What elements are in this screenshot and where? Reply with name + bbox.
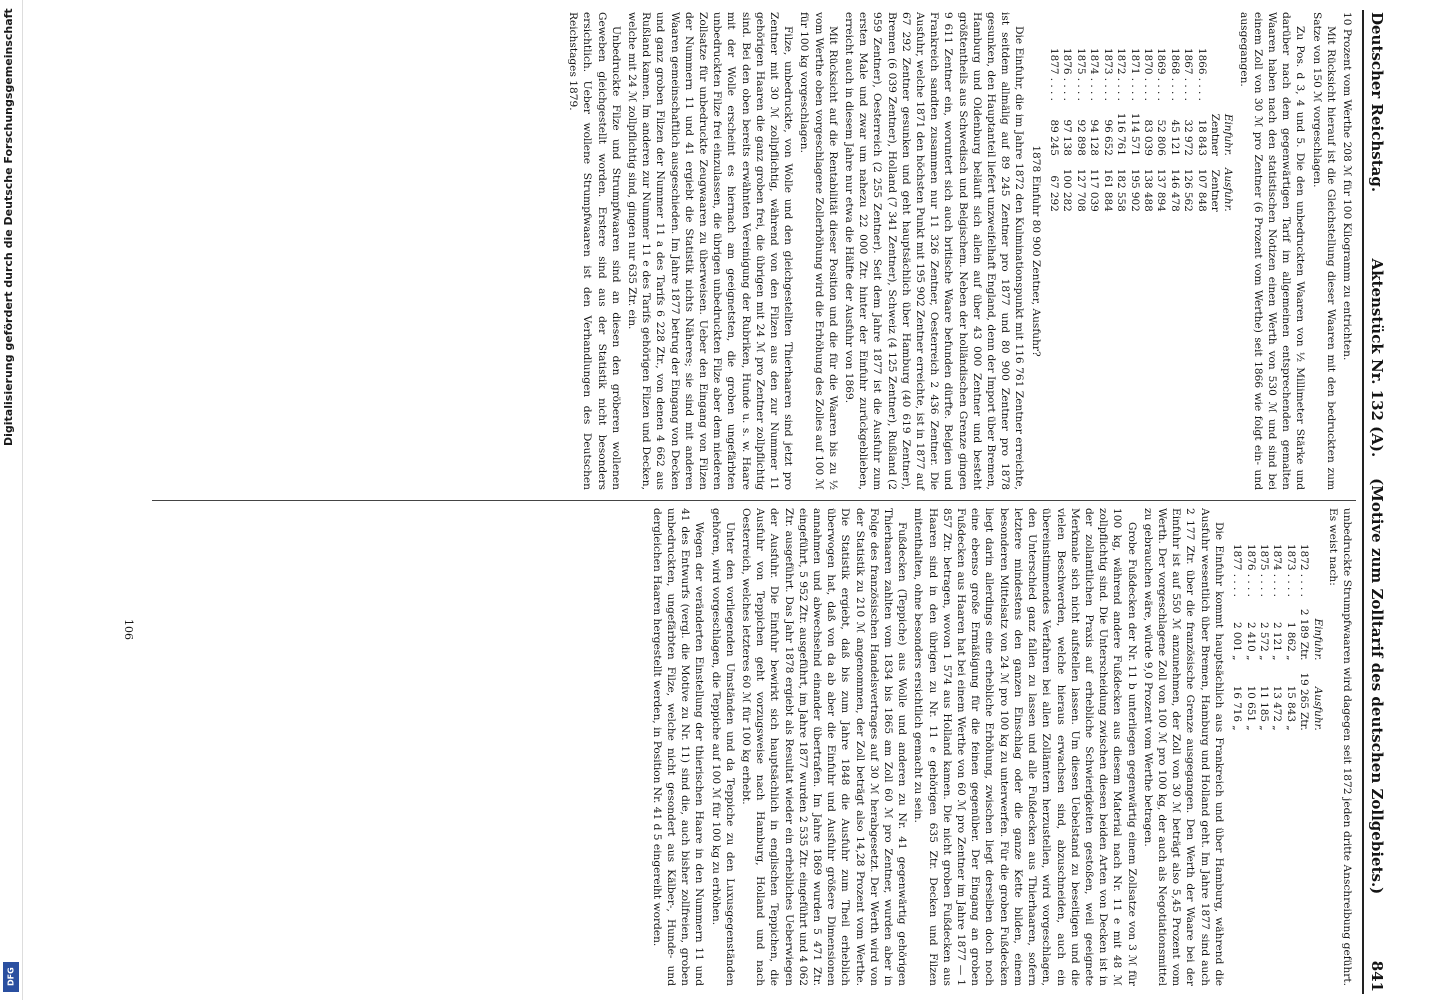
table-row <box>1154 42 1167 218</box>
year-cell: 1874 . . . . <box>1271 544 1284 597</box>
export-cell: 13 472 „ <box>1271 685 1284 731</box>
import-cell: 2 572 „ <box>1257 622 1270 661</box>
year-cell: 1877 . . . . <box>1048 48 1061 101</box>
table-row <box>1167 42 1180 218</box>
import-cell: 52 806 <box>1155 119 1168 156</box>
import-cell: 89 245 <box>1048 119 1061 156</box>
import-cell: 2 001 „ <box>1231 622 1244 661</box>
table-unit-row <box>1208 42 1221 218</box>
year-cell: 1867 . . . . <box>1182 48 1195 101</box>
dfg-logo: DFG <box>3 962 19 992</box>
table-row <box>1141 42 1154 218</box>
paragraph: Zu Pos. d 3, 4 und 5. Die den unbedruckten Waaren von ½ Millimeter Stärke und darüber nach dem gegenwärtigen Tarif im allgemeinen entsprechenden gemalten Waaren haben nach den statistischen Notizen einen Werth von 530 ℳ und sind bei einem Zoll von 30 ℳ pro Zentner (6 Prozent vom Werthe) seit 1866 wie folgt ein- und ausgegangen. <box>1237 12 1307 490</box>
year-cell: 1866 . . . . <box>1195 48 1208 101</box>
page-header <box>1368 12 1392 992</box>
year-cell: 1871 . . . . <box>1128 48 1141 101</box>
year-cell: 1868 . . . . <box>1168 48 1181 101</box>
import-cell: 94 128 <box>1088 119 1101 156</box>
column-separator <box>152 500 1356 501</box>
year-cell: 1875 . . . . <box>1074 48 1087 101</box>
year-cell: 1872 . . . . <box>1298 544 1311 597</box>
year-cell: 1874 . . . . <box>1088 48 1101 101</box>
import-cell: 83 039 <box>1141 119 1154 156</box>
paragraph: Unbedruckte Filze und Strumpfwaaren sind an diesen den gröberen wollenen Geweben gleichgestellt worden. Erstere sind aus der Statistik nicht besonders ersichtlich. Ueber wollene Strumpfwaaren ist den Verhandlungen des Deutschen Reichstages 1879. <box>567 12 622 490</box>
year-cell: 1876 . . . . <box>1061 48 1074 101</box>
column-header: Einfuhr. <box>1222 113 1235 156</box>
header-subject: (Motive zum Zolltarif des deutschen Zollgebiets.) <box>1368 478 1386 895</box>
year-cell: 1876 . . . . <box>1244 544 1257 597</box>
export-cell: 10 651 „ <box>1244 685 1257 731</box>
export-cell: 107 848 <box>1195 168 1208 212</box>
footer-page-mark: 106 <box>122 619 135 640</box>
header-rule <box>1362 10 1364 994</box>
paragraph: unbedruckte Strumpfwaaren wird dagegen seit 1872 jeden dritte Anschreibung geführt. Es weist nach: <box>1326 508 1353 986</box>
import-cell: 45 121 <box>1168 119 1181 156</box>
paragraph: Mit Rücksicht auf die Rentabilität dieser Position und die für die Waaren bis zu ½ vom Werthe oben vorgeschlagene Zollerhöhung wird die Erhöhung des Zolles auf 100 ℳ für 100 kg vorgeschlagen. <box>798 12 839 490</box>
export-cell: 11 185 „ <box>1257 685 1270 731</box>
stocking-goods-table <box>1230 538 1324 737</box>
paragraph: 10 Prozent vom Werthe 208 ℳ für 100 Kilogramm zu entrichten. <box>1341 12 1353 361</box>
year-cell: 1869 . . . . <box>1155 48 1168 101</box>
paragraph: Die Einfuhr, die im Jahre 1872 den Kulminationspunkt mit 116 761 Zentner erreichte, ist seitdem allmälig auf 89 245 Zentner pro 1877 und 80 900 Zentner pro 1878 gesunken, den Hauptanteil liefert unzweifelhaft England, denn der Import über Bremen, Hamburg und Oldenburg beläuft sich allein auf über 43 000 Zentner und besteht größtentheils aus Schwedisch und Belgischem. Neben der holländischen Grenze gingen 9 611 Zentner ein, woruntert sich auch britische Waare befunden dürfte. Belgien und Frankreich sandten zusammen nur 11 326 Zentner, Oesterreich 2 436 Zentner. Die Ausfuhr, welche 1871 den höchsten Punkt mit 195 902 Zentner erreichte, ist in 1877 auf 67 292 Zentner gesunken und geht hauptsächlich über Hamburg (40 619 Zentner), Bremen (6 039 Zentner), Holland (7 341 Zentner), Schweiz (4 125 Zentner), Rußland (2 959 Zentner), Oesterreich (2 255 Zentner). Seit dem Jahre 1877 ist die Ausfuhr zum ersten Male und zwar um nahezu 22 000 Ztr. hinter der Einfuhr zurückgeblieben, erreicht auch in diesem Jahre nur etwa die Hälfte der Ausfuhr von 1869. <box>843 12 1026 490</box>
header-left: Deutscher Reichstag. <box>1368 12 1386 193</box>
export-cell: 161 884 <box>1101 168 1114 212</box>
table-row <box>1087 42 1100 218</box>
import-cell: 2 121 „ <box>1271 622 1284 661</box>
import-cell: 18 843 <box>1195 119 1208 156</box>
table-row <box>1074 42 1087 218</box>
paragraph: Mit Rücksicht hierauf ist die Gleichstellung dieser Waaren mit den bedruckten zum Satze von 150 ℳ vorgeschlagen. <box>1310 12 1337 490</box>
paragraph: Grobe Fußdecken der Nr. 11 b unterliegen gegenwärtig einem Zollsatze von 3 ℳ für 100 kg, während andere Fußdecken aus diesem Material nach Nr. 11 e mit 48 ℳ zollpflichtig sind. Die Unterscheidung zwischen diesen beiden Arten von Decken ist in der zollamtlichen Praxis auf erhebliche Schwierigkeiten gestoßen, weil geeignete Merkmale sich nicht aufstellen lassen. Um diesen Uebelstand zu beseitigen und die vielen Beschwerden, welche hieraus erwachsen sind, abzuschneiden, auch ein übereinstimmendes Verfahren bei allen Zollämtern herzustellen, wird vorgeschlagen, den Unterschied ganz fallen zu lassen und alle Fußdecken aus Thierhaaren, sofern letztere mindestens den ganzen Einschlag oder die ganze Kette bilden, einem besonderen Mittelsatz von 24 ℳ pro 100 kg zu unterwerfen. Für die groben Fußdecken liegt darin allerdings eine erhebliche Erhöhung, zwischen liegt derselben doch noch eine ebenso große Ermäßigung für die feinen gegenüber. Der Eingang an groben Fußdecken aus Haaren hat bei einem Werthe von 60 ℳ pro Zentner im Jahre 1877 — 1 857 Ztr. betragen, wovon 1 574 aus Holland kamen. Die nicht groben Fußdecken aus Haaren sind in den übrigen zu Nr. 11 e gehörigen 635 Ztr. Decken und Filzen mitenthalten, ohne besonders ersichtlich gemacht zu sein. <box>912 508 1138 986</box>
table-row <box>1283 538 1296 737</box>
export-cell: 126 562 <box>1182 168 1195 212</box>
dfg-credit-text: Digitalisierung gefördert durch die Deutsche Forschungsgemeinschaft <box>2 8 15 446</box>
header-document-number: Aktenstück Nr. 132 (A). <box>1368 258 1386 458</box>
left-column <box>564 12 1354 490</box>
table-row <box>1230 538 1243 737</box>
year-cell: 1872 . . . . <box>1115 48 1128 101</box>
import-export-table <box>1047 42 1235 218</box>
year-cell: 1873 . . . . <box>1101 48 1114 101</box>
table-row <box>1181 42 1194 218</box>
table-row <box>1243 538 1256 737</box>
import-cell: 2 189 Ztr. <box>1298 608 1311 661</box>
paragraph: Die Einfuhr kommt hauptsächlich aus Frankreich und über Hamburg, während die Ausfuhr wesentlich über Bremen, Hamburg und Holland geht. Im Jahre 1877 sind auch 2 177 Ztr. über die französische Grenze ausgegangen. Den Werth der Waare bei der Einfuhr ist auf 550 ℳ anzunehmen, der Zoll von 30 ℳ beträgt also 5,45 Prozent vom Werth. Der vorgeschlagene Zoll von 100 ℳ pro 100 kg, der auch als Negotiationsmittel zu gebrauchen wäre, würde 9,0 Prozent vom Werthe betragen. <box>1141 508 1225 986</box>
export-cell: 138 488 <box>1141 168 1154 212</box>
year-cell: 1875 . . . . <box>1257 544 1270 597</box>
import-cell: 96 652 <box>1101 119 1114 156</box>
unit-label: Zentner <box>1208 113 1221 156</box>
table-row <box>1060 42 1073 218</box>
table-row <box>1194 42 1207 218</box>
export-cell: 146 478 <box>1168 168 1181 212</box>
paragraph: Filze, unbedruckte, von Wolle und den gleichgestellten Thierhaaren sind jetzt pro Zentner mit 30 ℳ zollpflichtig, während von den Filzen aus den zur Nummer 11 gehörigen Haaren die ganz groben frei, die übrigen mit 24 ℳ pro Zentner zollpflichtig sind. Bei den oben bereits erwähnten Vereinigung der Rubriken, Hunde u. s. w. Haare mit der Wolle erscheint es hiernach am geeignetsten, die groben ungefärbten unbedruckten Filze frei einzulassen, die übrigen unbedruckten Filze aber dem niederen Zollsatze für unbedruckte Zeugwaaren zu überweisen. Ueber den Eingang von Filzen der Nummern 11 und 41 ergiebt die Statistik nichts Näheres; sie sind mit anderen Waaren gemeinschaftlich ausgeschieden. Im Jahre 1877 betrug der Eingang von Decken und ganz groben Filzen der Nummer 11 a des Tarifs 6 228 Ztr., von denen 4 662 aus Rußland kamen. Im anderen zur Nummer 11 e des Tarifs gehörigen Filzen und Decken, welche mit 24 ℳ zollpflichtig sind, gingen nur 635 Ztr. ein. <box>626 12 795 490</box>
export-cell: 16 716 „ <box>1231 685 1244 731</box>
table-row <box>1047 42 1060 218</box>
table-header-row <box>1221 42 1234 218</box>
year-cell: 1877 . . . . <box>1231 544 1244 597</box>
unit-label: Zentner <box>1208 169 1221 212</box>
export-cell: 182 558 <box>1115 168 1128 212</box>
table-row <box>1127 42 1140 218</box>
export-cell: 117 039 <box>1088 168 1101 212</box>
export-cell: 19 265 Ztr. <box>1298 672 1311 731</box>
column-header: Ausfuhr. <box>1311 686 1324 731</box>
page-number: 841 <box>1368 960 1386 992</box>
newspaper-page <box>110 0 1400 1000</box>
export-cell: 127 708 <box>1074 168 1087 212</box>
table-header-row <box>1310 538 1323 737</box>
year-cell: 1873 . . . . <box>1284 544 1297 597</box>
table-row <box>1114 42 1127 218</box>
table-footnote-1878: 1878 Einfuhr 80 900 Zentner, Ausfuhr? <box>1029 145 1042 357</box>
export-cell: 100 282 <box>1061 168 1074 212</box>
column-header: Einfuhr. <box>1311 618 1324 661</box>
import-cell: 92 898 <box>1074 119 1087 156</box>
table-row <box>1270 538 1283 737</box>
year-cell: 1870 . . . . <box>1141 48 1154 101</box>
export-cell: 137 894 <box>1155 168 1168 212</box>
import-cell: 116 761 <box>1115 112 1128 156</box>
paragraph: Fußdecken (Teppiche) aus Wolle und anderen zu Nr. 41 gegenwärtig gehörigen Thierhaaren zahlten vom 1834 bis 1865 am Zoll 60 ℳ pro Zentner, wurden aber in Folge des französischen Handelsvertrages auf 30 ℳ herabgesetzt. Der Werth wird von der Statistik zu 210 ℳ angenommen, der Zoll beträgt also 14,28 Prozent vom Werthe. Die Statistik ergiebt, daß bis zum Jahre 1848 die Ausfuhr zum Theil erheblich überwogen hat, daß von da ab aber die Einfuhr und Ausfuhr größere Dimensionen annahmen und abwechselnd einander übertrafen. Im Jahre 1869 wurden 5 471 Ztr. eingeführt, 5 952 Ztr. ausgeführt, im Jahre 1877 wurden 2 535 Ztr. eingeführt und 4 062 Ztr. ausgeführt. Das Jahr 1878 ergiebt als Resultat wieder ein erhebliches Ueberwiegen der Ausfuhr. Die Einfuhr bewirkt sich hauptsächlich in englischen Teppichen, die Ausfuhr von Teppichen geht vorzugsweise nach Hamburg, Holland und nach Oesterreich, welches letzteres 60 ℳ für 100 kg erhebt. <box>740 508 909 986</box>
paragraph: Wegen der veränderten Einstellung der thierischen Haare in den Nummern 11 und 41 des Entwurfs (vergl. die Motive zu Nr. 11) sind die, auch bisher zollfreien, groben unbedruckten, ungefärbten Filze, welche nicht gesondert aus Kälber-, Hunde- und dergleichen Haaren hergestellt werden, in Position Nr. 41 d 5 eingereiht worden. <box>650 508 706 986</box>
column-header: Ausfuhr. <box>1222 167 1235 212</box>
right-column <box>648 508 1354 986</box>
table-row <box>1297 538 1310 737</box>
digitization-sidebar <box>0 0 23 1000</box>
export-cell: 15 843 „ <box>1284 685 1297 731</box>
import-cell: 114 571 <box>1128 112 1141 156</box>
table-row <box>1100 42 1113 218</box>
header-center <box>1368 192 1386 961</box>
import-cell: 32 972 <box>1182 119 1195 156</box>
import-cell: 2 410 „ <box>1244 622 1257 661</box>
export-cell: 195 902 <box>1128 168 1141 212</box>
table-row <box>1257 538 1270 737</box>
export-cell: 67 292 <box>1048 175 1061 212</box>
import-cell: 1 862 „ <box>1284 622 1297 661</box>
import-cell: 97 138 <box>1061 119 1074 156</box>
paragraph: Unter den vorliegenden Umständen und da Teppiche zu den Luxusgegenständen gehören, wird vorgeschlagen, die Teppiche auf 100 ℳ für 100 kg zu erhöhen. <box>709 508 736 986</box>
